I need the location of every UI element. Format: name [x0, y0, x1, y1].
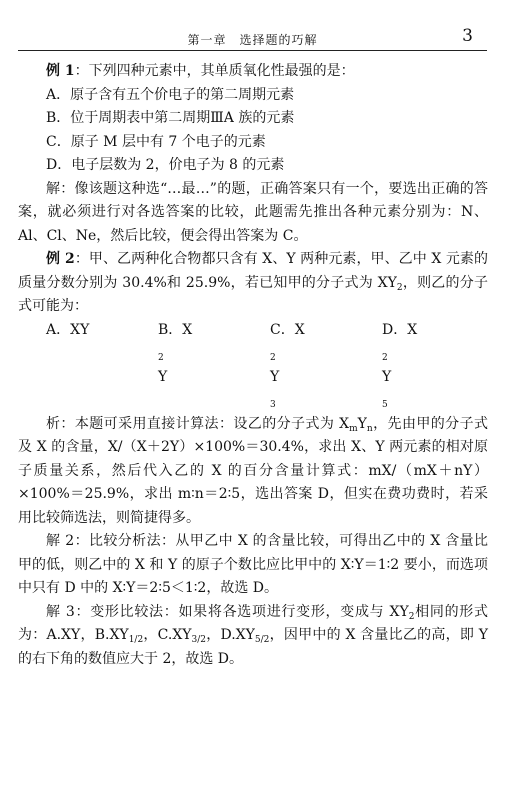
choice-d-sub2: 5	[382, 400, 388, 410]
chapter-title: 第一章 选择题的巧解	[187, 33, 318, 47]
choice-d-sub: 2	[382, 353, 388, 363]
choice-b-text: B．X	[158, 321, 193, 338]
s3-text-a: 解 3：变形比较法：如果将各选项进行变形，变成与 XY	[46, 603, 409, 620]
example-1-question	[18, 60, 488, 84]
example-2-choice-c	[270, 319, 382, 413]
s3-sub-2: 3/2	[191, 635, 207, 645]
example-2-choice-d	[382, 319, 494, 413]
example-2-choice-b	[158, 319, 270, 413]
choice-c-text: C．X	[270, 321, 305, 338]
choice-d-tail: Y	[382, 368, 392, 385]
choice-a-text: A．XY	[46, 321, 90, 338]
s3-text-c: ，C.XY	[143, 627, 192, 643]
s3-text-e: ，因甲中的 X 含量比乙的高，即 Y 的右下角的数值应大于 2，故选 D。	[18, 627, 489, 667]
choice-b-sub: 2	[158, 353, 164, 363]
page-number: 3	[462, 26, 473, 46]
choice-c-tail: Y	[270, 368, 280, 385]
example-2-solution-2: 解 2：比较分析法：从甲乙中 X 的含量比较，可得出乙中的 X 含量比甲的低，则乙中的 X 和 Y 的原子个数比应比甲中的 X∶Y＝1∶2 要小，而选项中只有 D 中的 X∶Y＝2∶5＜1∶2，故选 D。	[18, 533, 488, 596]
page-content	[18, 60, 488, 671]
example-2-solution-3	[18, 601, 488, 672]
choice-d-text: D．X	[382, 321, 418, 338]
s3-sub-0: 2	[408, 611, 415, 622]
example-2-text-1: ：甲、乙两种化合物都只含有 X、Y 两种元素，甲、乙中 X 元素的质量分数分别为 30.4%和 25.9%，若已知甲的分子式为 XY	[18, 251, 488, 291]
example-1-option-b: B．位于周期表中第二周期ⅢA 族的元素	[46, 110, 295, 126]
choice-c-sub2: 3	[270, 400, 276, 410]
example-1-option-c: C．原子 M 层中有 7 个电子的元素	[46, 133, 266, 150]
example-2-choice-a	[46, 319, 158, 413]
example-2-text-2: ，则乙的分子式可能为：	[18, 274, 489, 314]
example-2-label: 例 2	[46, 251, 75, 267]
example-2-analysis	[18, 413, 488, 531]
choice-c-sub: 2	[270, 353, 276, 363]
analysis-text-1: 析：本题可采用直接计算法：设乙的分子式为 X	[46, 415, 350, 432]
analysis-text-y: Y	[357, 415, 367, 432]
example-1-option-d: D．电子层数为 2，价电子为 8 的元素	[46, 157, 285, 173]
s3-sub-3: 5/2	[254, 635, 270, 645]
s3-text-b: 相同的形式为：A.XY，B.XY	[18, 603, 489, 643]
s3-sub-1: 1/2	[128, 635, 144, 645]
example-2-question	[18, 248, 488, 319]
page-header	[18, 26, 487, 51]
analysis-text-2: ，先由甲的分子式及 X 的含量，X/（X＋2Y）×100%＝30.4%，求出 X、Y 两元素的相对原子质量关系，然后代入乙的 X 的百分含量计算式：mX/（mX＋nY）×100%＝25.9%，求出 m∶n＝2∶5，选出答案 D，但实在费功费时，若采用比较筛选法，则简捷得多。	[18, 415, 489, 526]
example-2-choices	[18, 319, 488, 413]
choice-b-tail: Y	[158, 368, 168, 385]
example-1-solution: 解：像该题这种选“…最…”的题，正确答案只有一个，要选出正确的答案，就必须进行对各选答案的比较，此题需先推出各种元素分别为：N、Al、Cl、Ne，然后比较，便会得出答案为 C。	[18, 180, 488, 244]
example-1-label: 例 1	[46, 63, 75, 79]
example-1-text: ：下列四种元素中，其单质氧化性最强的是：	[74, 63, 355, 79]
example-1-option-a: A．原子含有五个价电子的第二周期元素	[46, 86, 295, 103]
analysis-sub-m: m	[349, 423, 358, 434]
analysis-sub-n: n	[366, 423, 373, 434]
example-2-subscript: 2	[396, 282, 403, 293]
s3-text-d: ，D.XY	[206, 627, 255, 643]
